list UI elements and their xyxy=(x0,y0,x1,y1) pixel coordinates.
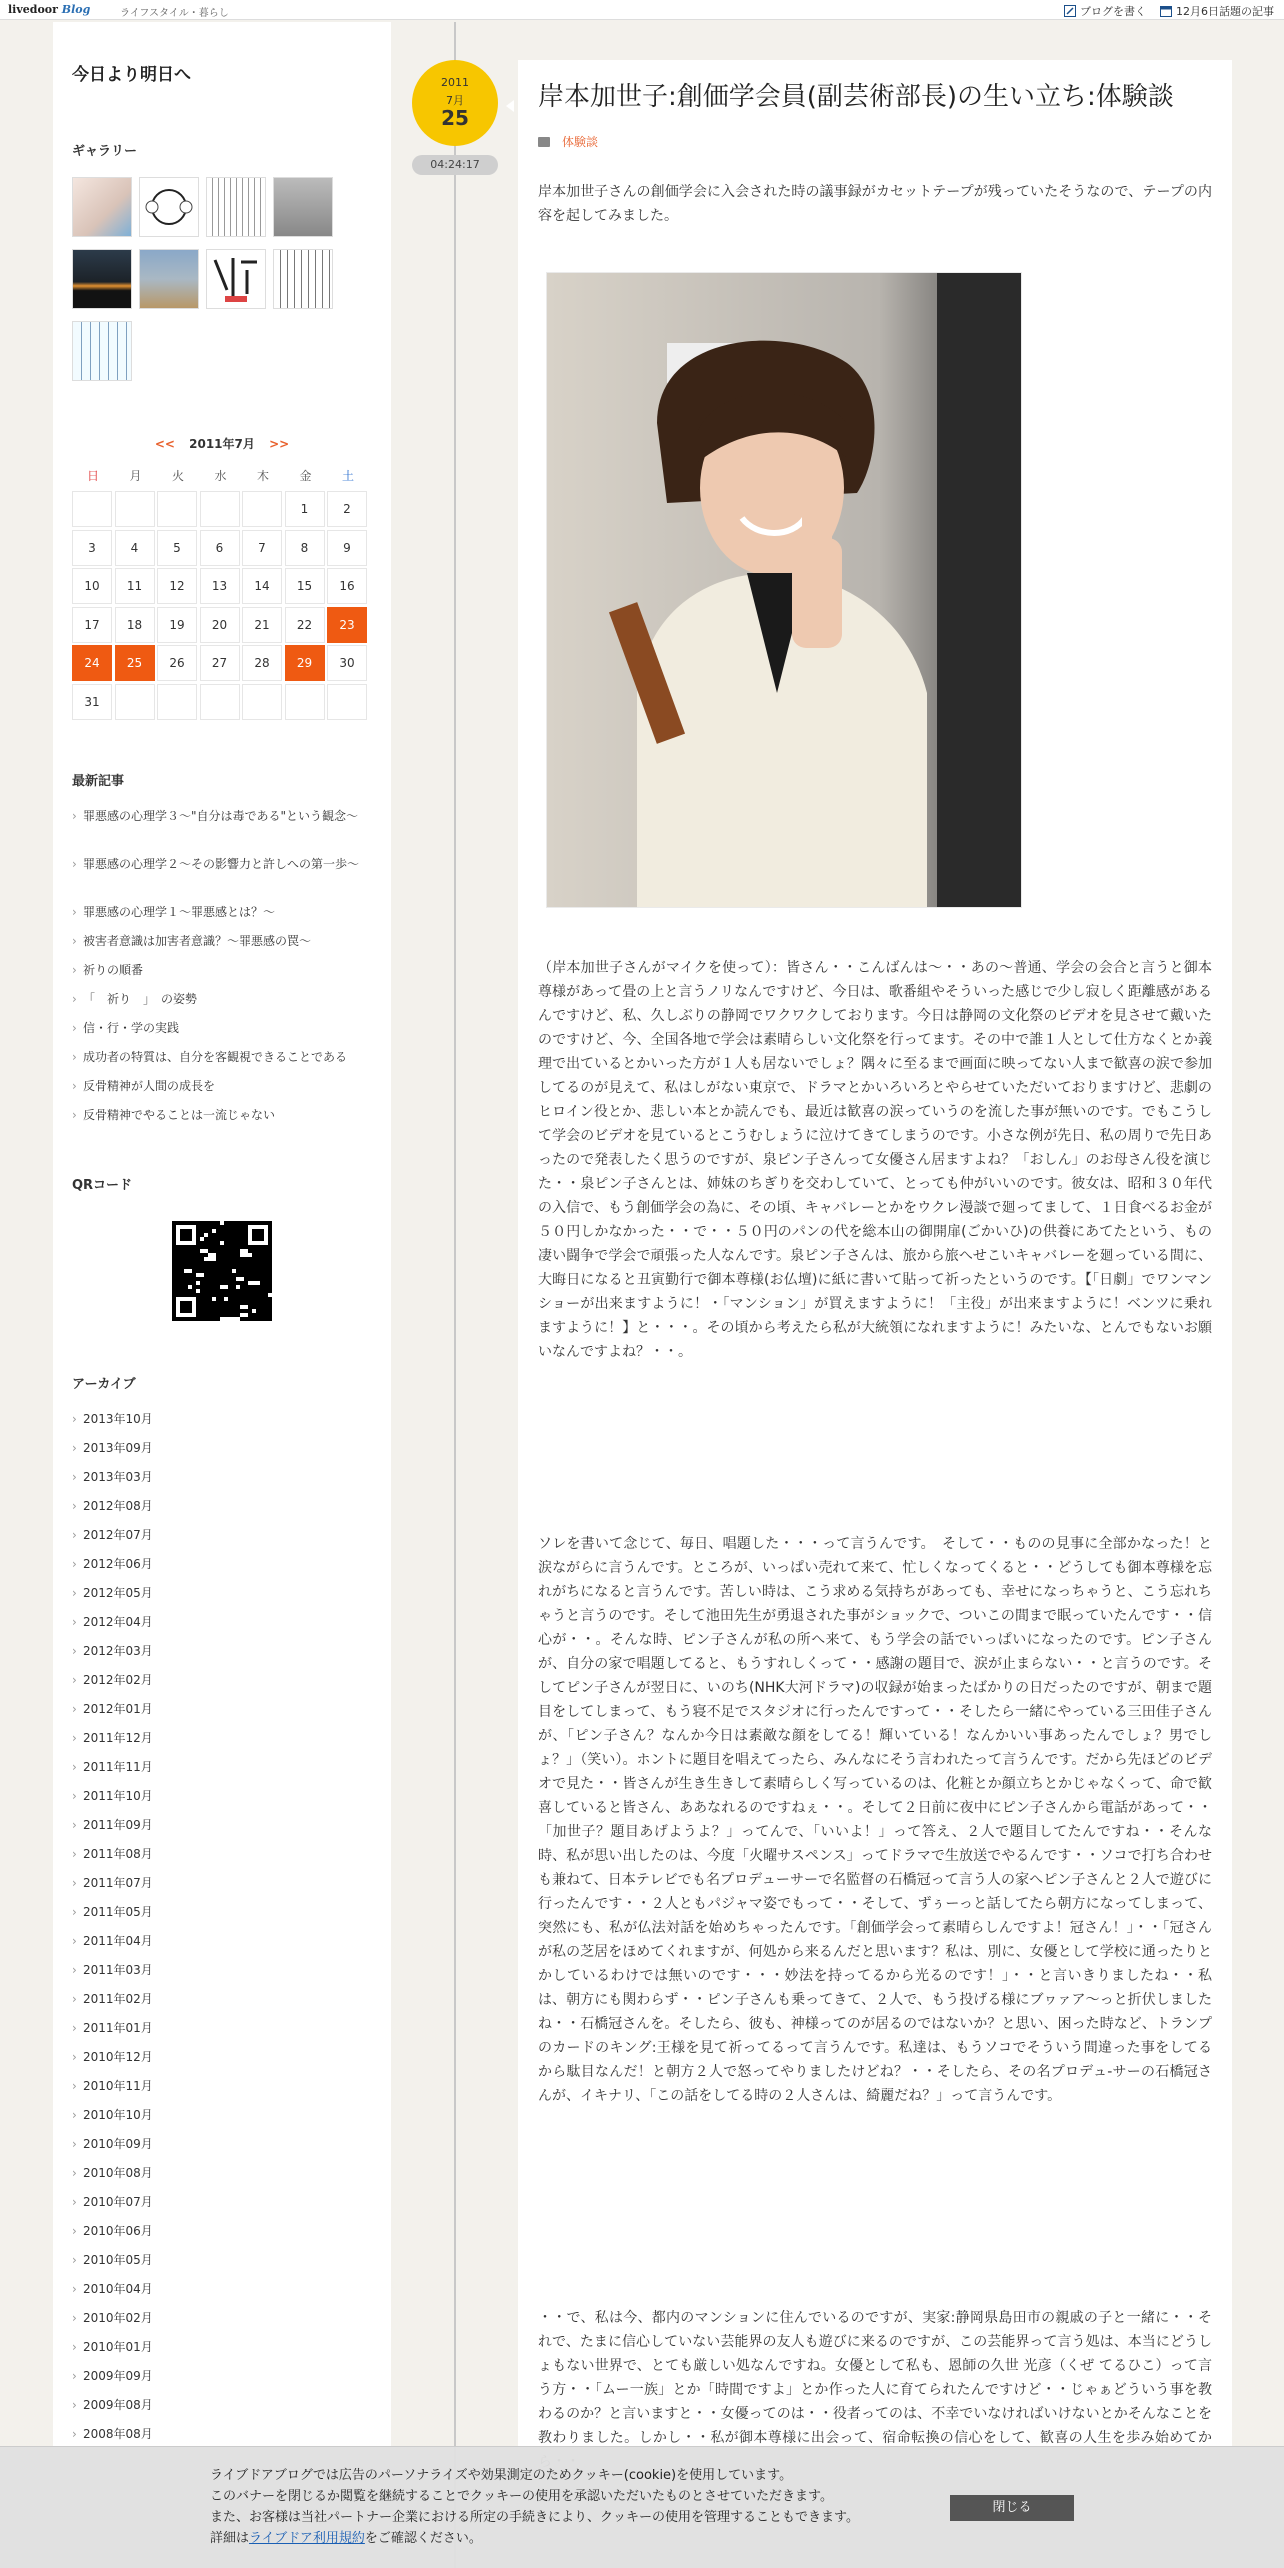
archive-link[interactable]: › 2013年09月 xyxy=(72,1439,372,1457)
calendar-day[interactable]: 25 xyxy=(115,645,155,681)
gallery-thumb-memo[interactable] xyxy=(72,321,132,381)
post-date-month: 7月 xyxy=(446,94,464,107)
archive-link[interactable]: › 2011年04月 xyxy=(72,1932,372,1950)
recent-post-link[interactable]: › 祈りの順番 xyxy=(72,961,372,979)
archive-link[interactable]: › 2008年08月 xyxy=(72,2425,372,2443)
gallery-thumb-text-note[interactable] xyxy=(273,249,333,309)
calendar-day: 6 xyxy=(200,530,240,566)
calendar-next[interactable]: >> xyxy=(269,437,290,451)
article-photo-image xyxy=(547,273,1021,907)
calendar-weekday: 水 xyxy=(214,469,227,483)
calendar-empty-cell xyxy=(157,684,197,720)
calendar-month: 2011年7月 xyxy=(189,437,255,451)
post-date-year: 2011 xyxy=(441,76,469,89)
archive-link[interactable]: › 2012年06月 xyxy=(72,1555,372,1573)
sidebar xyxy=(53,22,391,2568)
article-title[interactable]: 岸本加世子:創価学会員(副芸術部長)の生い立ち:体験談 xyxy=(538,82,1174,112)
calendar-day: 2 xyxy=(327,491,367,527)
calendar-day: 28 xyxy=(242,645,282,681)
archive-title: アーカイブ xyxy=(72,1377,136,1392)
calendar-day: 21 xyxy=(242,607,282,643)
recent-post-link[interactable]: › 罪悪感の心理学１～罪悪感とは？～ xyxy=(72,903,372,921)
archive-link[interactable]: › 2011年01月 xyxy=(72,2019,372,2037)
topics-label: 12月6日話題の記事 xyxy=(1176,5,1274,18)
calendar-day: 13 xyxy=(200,568,240,604)
archive-link[interactable]: › 2012年07月 xyxy=(72,1526,372,1544)
calendar-prev[interactable]: << xyxy=(154,437,175,451)
archive-link[interactable]: › 2011年08月 xyxy=(72,1845,372,1863)
recent-post-link[interactable]: › 成功者の特質は、自分を客観視できることである xyxy=(72,1048,372,1066)
blog-category-link[interactable]: ライフスタイル・暮らし xyxy=(120,8,229,19)
cookie-line-4 xyxy=(210,2528,859,2549)
archive-link[interactable]: › 2013年10月 xyxy=(72,1410,372,1428)
archive-link[interactable]: › 2010年05月 xyxy=(72,2251,372,2269)
calendar-day: 30 xyxy=(327,645,367,681)
blog-title[interactable]: 今日より明日へ xyxy=(72,65,191,85)
article-paragraph-3: ・・で、私は今、都内のマンションに住んでいるのですが、実家:静岡県島田市の親戚の子と一緒に・・それで、たまに信心していない芸能界の友人も遊びに来るのですが、この芸能界って言う処は、本当にどうしょもない世界で、とても厳しい処なんですね。女優として私も、恩師の久世 光彦（くぜ てるひこ）って言う方・・「ムー一族」とか「時間ですよ」とか作った人に育てられたんですけど・・じゃぁどういう事を教わるのか？と言いますと・・女優ってのは・・役者ってのは、不幸でいなければいけないとかそんなことを教わりました。しかし・・私が御本尊様に出会って、宿命転換の信心をして、歓喜の人生を歩み始めてか xyxy=(538,2310,1212,2446)
cookie-close-button[interactable]: 閉じる xyxy=(950,2495,1074,2521)
cookie-line-1: ライブドアブログでは広告のパーソナライズや効果測定のためクッキー(cookie)を使用しています。 xyxy=(210,2468,793,2483)
calendar-day: 5 xyxy=(157,530,197,566)
calendar-day: 7 xyxy=(242,530,282,566)
cookie-banner xyxy=(0,2446,1284,2568)
calendar-day: 26 xyxy=(157,645,197,681)
archive-link[interactable]: › 2010年09月 xyxy=(72,2135,372,2153)
recent-post-link[interactable]: › 「 祈り 」 の姿勢 xyxy=(72,990,372,1008)
calendar-icon xyxy=(1160,5,1172,17)
top-bar xyxy=(0,0,1284,20)
calendar-day[interactable]: 23 xyxy=(327,607,367,643)
archive-link[interactable]: › 2010年10月 xyxy=(72,2106,372,2124)
calendar-day: 22 xyxy=(285,607,325,643)
cookie-line-4-pre: 詳細は xyxy=(210,2531,250,2546)
calendar-empty-cell xyxy=(242,491,282,527)
topics-link[interactable] xyxy=(1160,3,1274,19)
calendar-day: 20 xyxy=(200,607,240,643)
calendar-empty-cell xyxy=(200,684,240,720)
archive-link[interactable]: › 2012年01月 xyxy=(72,1700,372,1718)
archive-link[interactable]: › 2010年02月 xyxy=(72,2309,372,2327)
archive-link[interactable]: › 2011年05月 xyxy=(72,1903,372,1921)
calendar-day: 18 xyxy=(115,607,155,643)
calendar-empty-cell xyxy=(327,684,367,720)
write-blog-link[interactable] xyxy=(1064,3,1146,19)
folder-icon xyxy=(538,137,550,147)
calendar-day: 14 xyxy=(242,568,282,604)
archive-link[interactable]: › 2011年11月 xyxy=(72,1758,372,1776)
archive-link[interactable]: › 2010年11月 xyxy=(72,2077,372,2095)
archive-link[interactable]: › 2009年08月 xyxy=(72,2396,372,2414)
gallery-thumb-calligraphy[interactable] xyxy=(206,249,266,309)
calendar-day: 31 xyxy=(72,684,112,720)
archive-link[interactable]: › 2011年09月 xyxy=(72,1816,372,1834)
calendar-header xyxy=(53,435,391,452)
article-category xyxy=(538,133,598,150)
article-pointer xyxy=(506,100,514,112)
calendar-empty-cell xyxy=(285,684,325,720)
write-blog-label: ブログを書く xyxy=(1080,5,1146,18)
calendar-empty-cell xyxy=(72,491,112,527)
calendar-day: 11 xyxy=(115,568,155,604)
gallery-title: ギャラリー xyxy=(72,144,138,159)
archive-link[interactable]: › 2009年09月 xyxy=(72,2367,372,2385)
article-paragraph-2: ソレを書いて念じて、毎日、唱題した・・・って言うんです。 そして・・ものの見事に全部かなった！と涙ながらに言うんです。ところが、いっぱい売れて来て、忙しくなってくると・・どうしても御本尊様を忘れがちになると言うんです。苦しい時は、こう求める気持ちがあっても、幸せになっちゃうと、こう忘れちゃうと言うのです。そして池田先生が勇退された事がショックで、ついこの間まで眠っていたんです・・信心が・・。そんな時、ピン子さんが私の所へ来て、もう学会の話でいっぱいになったのです。ピン子さんが、自分の家で唱題してると、もうすれしくって・・感謝の題目で、涙が止まらない・・と言うのです。そしてピン子さんが翌日に、いのち(NHK大河ドラマ)の収録が始まったばかりの日だったのですが、朝まで題目をしてしまって、もう寝不足でスタジオに行ったんですって・・そしたら一緒にやっている三田佳子さんが、「ピン子さん？なんか今日は素敵な顔をしてる！輝いている！なんかいい事あったんでしょ？男でしょ？」（笑い）。ホントに題目を唱えてったら、みんなにそう言われたって言うんです。だから先ほどのビデオで見た・・皆さんが生き生きして素晴らしく写っているのは、化粧とか顔立ちとかじゃなくって、命で歓喜していると皆さん、ああなれるのですねぇ・・。そして２日前に夜中にピン子さんから電話があって・・「加世子？題目あげようよ？」ってんで、「いいよ！」って答え、２人で題目してたんですね・・そんな時、私が思い出したのは、今度「火曜サスペンス」ってドラマで生放送でやるんです・・ソコで打ち合わせも兼ねて、日本テレビでも名プロデューサーで名監督の石橋冠って言う人の家へピン子さんと２人で遊びに行ったんです・・２人ともパジャマ姿でもって・・そして、ずぅーっと話してたら朝方になってしまって、突然にも、私が仏法対話を始めちゃったんです。「創価学会って素晴らしんですよ！冠さん！」・・「冠さんが私の芝居をほめてくれますが、何処から来るんだと思います？私は、別に、女優として学校に通ったりとかしているわけでは無いのです・・・妙法を持ってるから光るのです！」・・と言いきりましたね・・私は、朝方にも関わらず・・ピン子さんも乗ってきて、２人で、もう投げる様にブヮァア～っと折伏しましたね・・石橋冠さんを。そしたら、彼も、神様ってのが居るのではないか？と思い、困った時など、トランプのカードのキング:王様を見て祈ってるって言うんです。私達は、もうソコでそういう間違った事をしてるから駄目なんだ！と朝方２人で怒ってやりましたけどね？・・そしたら、その名プロデュ-サーの石橋冠さんが、イキナリ、「この話をしてる時の２人さんは、綺麗だね？」って言うんです。 xyxy=(538,1536,1212,2104)
archive-link[interactable]: › 2012年05月 xyxy=(72,1584,372,1602)
recent-post-link[interactable]: › 罪悪感の心理学３～"自分は毒である"という観念～ xyxy=(72,807,372,825)
post-date-day: 25 xyxy=(441,106,469,130)
archive-link[interactable]: › 2010年08月 xyxy=(72,2164,372,2182)
calendar-day: 8 xyxy=(285,530,325,566)
gallery-thumb-hand[interactable] xyxy=(72,177,132,237)
post-time-badge: 04:24:17 xyxy=(412,155,498,175)
calendar-empty-cell xyxy=(115,491,155,527)
calendar-empty-cell xyxy=(115,684,155,720)
article-paragraph-1: （岸本加世子さんがマイクを使って）：皆さん・・こんばんは～・・あの～普通、学会の会合と言うと御本尊様があって畳の上と言うノリなんですけど、今日は、歌番組やそういった感じで少し寂しく距離感があるんですけど、私、久しぶりの静岡でワクワクしております。今日は静岡の文化祭のビデオを見させて戴いたのですけど、今、全国各地で学会は素晴らしい文化祭を行ってます。その中で誰１人として仕方なくとか義理で出ているとかいった方が１人も居ないでしょ？隅々に至るまで画面に映ってない人まで歓喜の涙で参加してるのが見えて、私はしがない東京で、ドラマとかいろいろとやらせていただいておりますけど、悲劇のヒロイン役とか、悲しい本とか読んでも、最近は歓喜の涙っていうのを流した事が無いのです。でもこうして学会のビデオを見ているとこうむしょうに泣けてきてしまうのです。小さな例が先日、私の周りで先日あったので発表したく思うのですが、泉ピン子さんって女優さん居ますよね？「おしん」のお母さん役を演じた・・泉ピン子さんとは、姉妹のちぎりを交わしていて、とっても仲がいいのです。彼女は、昭和３０年代の入信で、もう創価学会の為に、その頃、キャバレーとかをウクレ漫談で廻ってまして、１日食べるお金が５０円しかなかった・・で・・５０円のパンの代を総本山の御開扉(ごかいひ)の供養にあてたという、もの凄い闘争で学会で頑張った人なんです。泉ピン子さんは、旅から旅へせこいキャバレーを廻っている間に、大晦日になると丑寅勤行で御本尊様(お仏壇)に紙に書いて貼って祈ったというのです。【「日劇」でワンマンショーが出来ますように！・「マンション」が買えますように！「主役」が出来ますように！ベンツに乗れますように！】と・・・。その頃から考えたら私が大統領になれますように！みたいな、とんでもないお願いなんですよね？・・。 xyxy=(538,960,1212,1360)
recent-post-link[interactable]: › 信・行・学の実践 xyxy=(72,1019,372,1037)
calendar-day[interactable]: 29 xyxy=(285,645,325,681)
archive-link[interactable]: › 2010年07月 xyxy=(72,2193,372,2211)
calendar-weekday: 金 xyxy=(299,469,312,483)
calendar-day: 12 xyxy=(157,568,197,604)
archive-link[interactable]: › 2010年12月 xyxy=(72,2048,372,2066)
article-photo xyxy=(546,272,1022,908)
calendar-weekday: 火 xyxy=(171,469,184,483)
archive-link[interactable]: › 2012年08月 xyxy=(72,1497,372,1515)
article xyxy=(518,60,1232,2568)
calendar-day: 19 xyxy=(157,607,197,643)
terms-link[interactable]: ライブドア利用規約 xyxy=(249,2531,365,2546)
recent-post-link[interactable]: › 反骨精神でやることは一流じゃない xyxy=(72,1106,372,1124)
gallery-thumb-horse[interactable] xyxy=(139,249,199,309)
archive-link[interactable]: › 2012年02月 xyxy=(72,1671,372,1689)
calendar-day: 10 xyxy=(72,568,112,604)
archive-link[interactable]: › 2013年03月 xyxy=(72,1468,372,1486)
archive-link[interactable]: › 2012年04月 xyxy=(72,1613,372,1631)
archive-link[interactable]: › 2011年07月 xyxy=(72,1874,372,1892)
calendar-day: 16 xyxy=(327,568,367,604)
archive-link[interactable]: › 2010年01月 xyxy=(72,2338,372,2356)
calendar-empty-cell xyxy=(200,491,240,527)
pencil-icon xyxy=(1064,5,1076,17)
archive-link[interactable]: › 2010年06月 xyxy=(72,2222,372,2240)
calendar-day: 4 xyxy=(115,530,155,566)
archive-link[interactable]: › 2011年03月 xyxy=(72,1961,372,1979)
recent-post-link[interactable]: › 被害者意識は加害者意識？～罪悪感の罠～ xyxy=(72,932,372,950)
archive-link[interactable]: › 2011年02月 xyxy=(72,1990,372,2008)
brand-blog: Blog xyxy=(61,3,91,16)
calendar-weekday: 土 xyxy=(341,469,354,483)
calendar-day: 17 xyxy=(72,607,112,643)
archive-link[interactable]: › 2012年03月 xyxy=(72,1642,372,1660)
timeline-line xyxy=(454,22,456,2568)
brand-name: livedoor xyxy=(8,3,58,16)
cookie-text xyxy=(210,2465,859,2549)
recent-posts-title: 最新記事 xyxy=(72,774,125,789)
cookie-line-4-post: をご確認ください。 xyxy=(364,2531,482,2546)
gallery-thumb-photo[interactable] xyxy=(273,177,333,237)
livedoor-blog-logo[interactable] xyxy=(8,3,90,16)
qr-title: QRコード xyxy=(72,1178,133,1193)
calendar-day: 3 xyxy=(72,530,112,566)
calendar-weekday: 日 xyxy=(86,469,99,483)
calendar-empty-cell xyxy=(242,684,282,720)
gallery-thumb-sunset[interactable] xyxy=(72,249,132,309)
archive-link[interactable]: › 2011年12月 xyxy=(72,1729,372,1747)
recent-post-link[interactable]: › 反骨精神が人間の成長を xyxy=(72,1077,372,1095)
calendar-empty-cell xyxy=(157,491,197,527)
archive-link[interactable]: › 2011年10月 xyxy=(72,1787,372,1805)
calendar-day: 15 xyxy=(285,568,325,604)
post-date-badge xyxy=(412,60,498,146)
calendar-weekday: 木 xyxy=(256,469,269,483)
article-intro: 岸本加世子さんの創価学会に入会された時の議事録がカセットテープが残っていたそうなので、テープの内容を起してみました。 xyxy=(538,184,1212,224)
calendar-weekday: 月 xyxy=(129,469,142,483)
calendar-day: 1 xyxy=(285,491,325,527)
archive-link[interactable]: › 2010年04月 xyxy=(72,2280,372,2298)
gallery-thumb-text-card[interactable] xyxy=(206,177,266,237)
cookie-line-2: このバナーを閉じるか閲覧を継続することでクッキーの使用を承認いただいたものとさせていただきます。 xyxy=(210,2489,833,2504)
recent-post-link[interactable]: › 罪悪感の心理学２～その影響力と許しへの第一歩～ xyxy=(72,855,372,873)
qr-code xyxy=(172,1221,272,1321)
calendar-day: 27 xyxy=(200,645,240,681)
calendar-day[interactable]: 24 xyxy=(72,645,112,681)
cookie-line-3: また、お客様は当社パートナー企業における所定の手続きにより、クッキーの使用を管理することもできます。 xyxy=(210,2510,859,2525)
article-category-link[interactable]: 体験談 xyxy=(562,135,599,149)
gallery-thumb-cycle-diagram[interactable] xyxy=(139,177,199,237)
calendar-day: 9 xyxy=(327,530,367,566)
top-bar-actions xyxy=(1064,3,1274,19)
